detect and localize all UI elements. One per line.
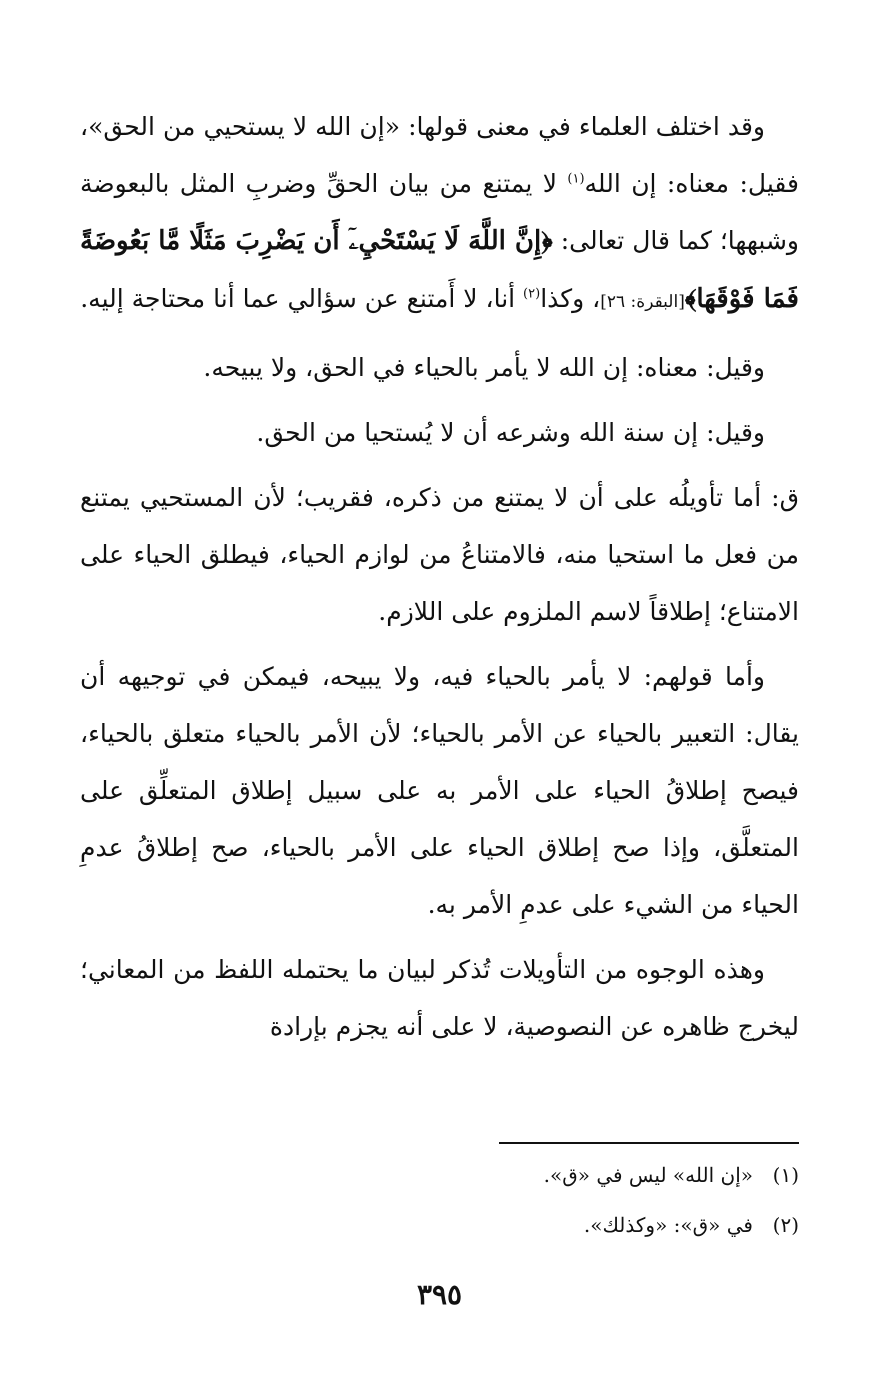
paragraph-5: وأما قولهم: لا يأمر بالحياء فيه، ولا يبيحه، فيمكن في توجيهه أن يقال: التعبير بالحياء عن الأمر بالحياء؛ لأن الأمر بالحياء متعلق بالحياء، فيصح إطلاقُ الحياء على الأمر به على سبيل إطلاق المتعلِّق على المتعلَّق، وإذا صح إطلاق الحياء على الأمر بالحياء، صح إطلاقُ عدمِ الحياء من الشيء على عدمِ الأمر به.: [80, 662, 799, 919]
footnote-divider: [499, 1142, 799, 1144]
footnote-text: «إن الله» ليس في «ق».: [543, 1163, 753, 1187]
paragraph-1-part1: وقد اختلف العلماء في معنى قولها: «إن الله لا يستحيي من الحق»، فقيل: معناه: إن الله: [80, 112, 799, 198]
footnote-text: في «ق»: «وكذلك».: [583, 1213, 753, 1237]
paragraph-1-part3: ، وكذا: [540, 284, 601, 313]
paragraph-4: ق: أما تأويلُه على أن لا يمتنع من ذكره، فقريب؛ لأن المستحيي يمتنع من فعل ما استحيا منه، فالامتناعُ من لوازم الحياء، فيطلق الحياء على الامتناع؛ إطلاقاً لاسم الملزوم على اللازم.: [80, 483, 799, 626]
paragraph-1-part4: أنا، لا أَمتنع عن سؤالي عما أنا محتاجة إليه.: [80, 284, 524, 313]
footnotes: [80, 1162, 799, 1262]
paragraph-6: وهذه الوجوه من التأويلات تُذكر لبيان ما يحتمله اللفظ من المعاني؛ ليخرج ظاهره عن النصوصية، لا على أنه يجزم بإرادة: [80, 955, 799, 1041]
paragraph-2: وقيل: معناه: إن الله لا يأمر بالحياء في الحق، ولا يبيحه.: [203, 353, 765, 382]
footnote-ref-2: (٢): [523, 286, 541, 302]
paragraph-1: [80, 98, 799, 331]
page-number: ٣٩٥: [416, 1278, 463, 1311]
paragraph-3: وقيل: إن سنة الله وشرعه أن لا يُستحيا من الحق.: [256, 418, 765, 447]
footnote-ref-1: (١): [567, 171, 585, 187]
footnote-number: (١): [772, 1163, 799, 1187]
verse-reference: [البقرة: ٢٦]: [600, 292, 685, 312]
quran-verse: ﴿إِنَّ اللَّهَ لَا يَسْتَحْيِۦٓ أَن يَضْرِبَ مَثَلًا مَّا بَعُوضَةً فَمَا فَوْقَهَا﴾: [80, 226, 799, 314]
main-text: [80, 98, 799, 1063]
footnote-number: (٢): [772, 1213, 799, 1237]
paragraph-1-part2: لا يمتنع من بيان الحقِّ وضربِ المثل بالبعوضة وشبهها؛ كما قال تعالى:: [80, 169, 799, 255]
footnote-1: [80, 1162, 799, 1188]
footnote-2: [80, 1212, 799, 1238]
